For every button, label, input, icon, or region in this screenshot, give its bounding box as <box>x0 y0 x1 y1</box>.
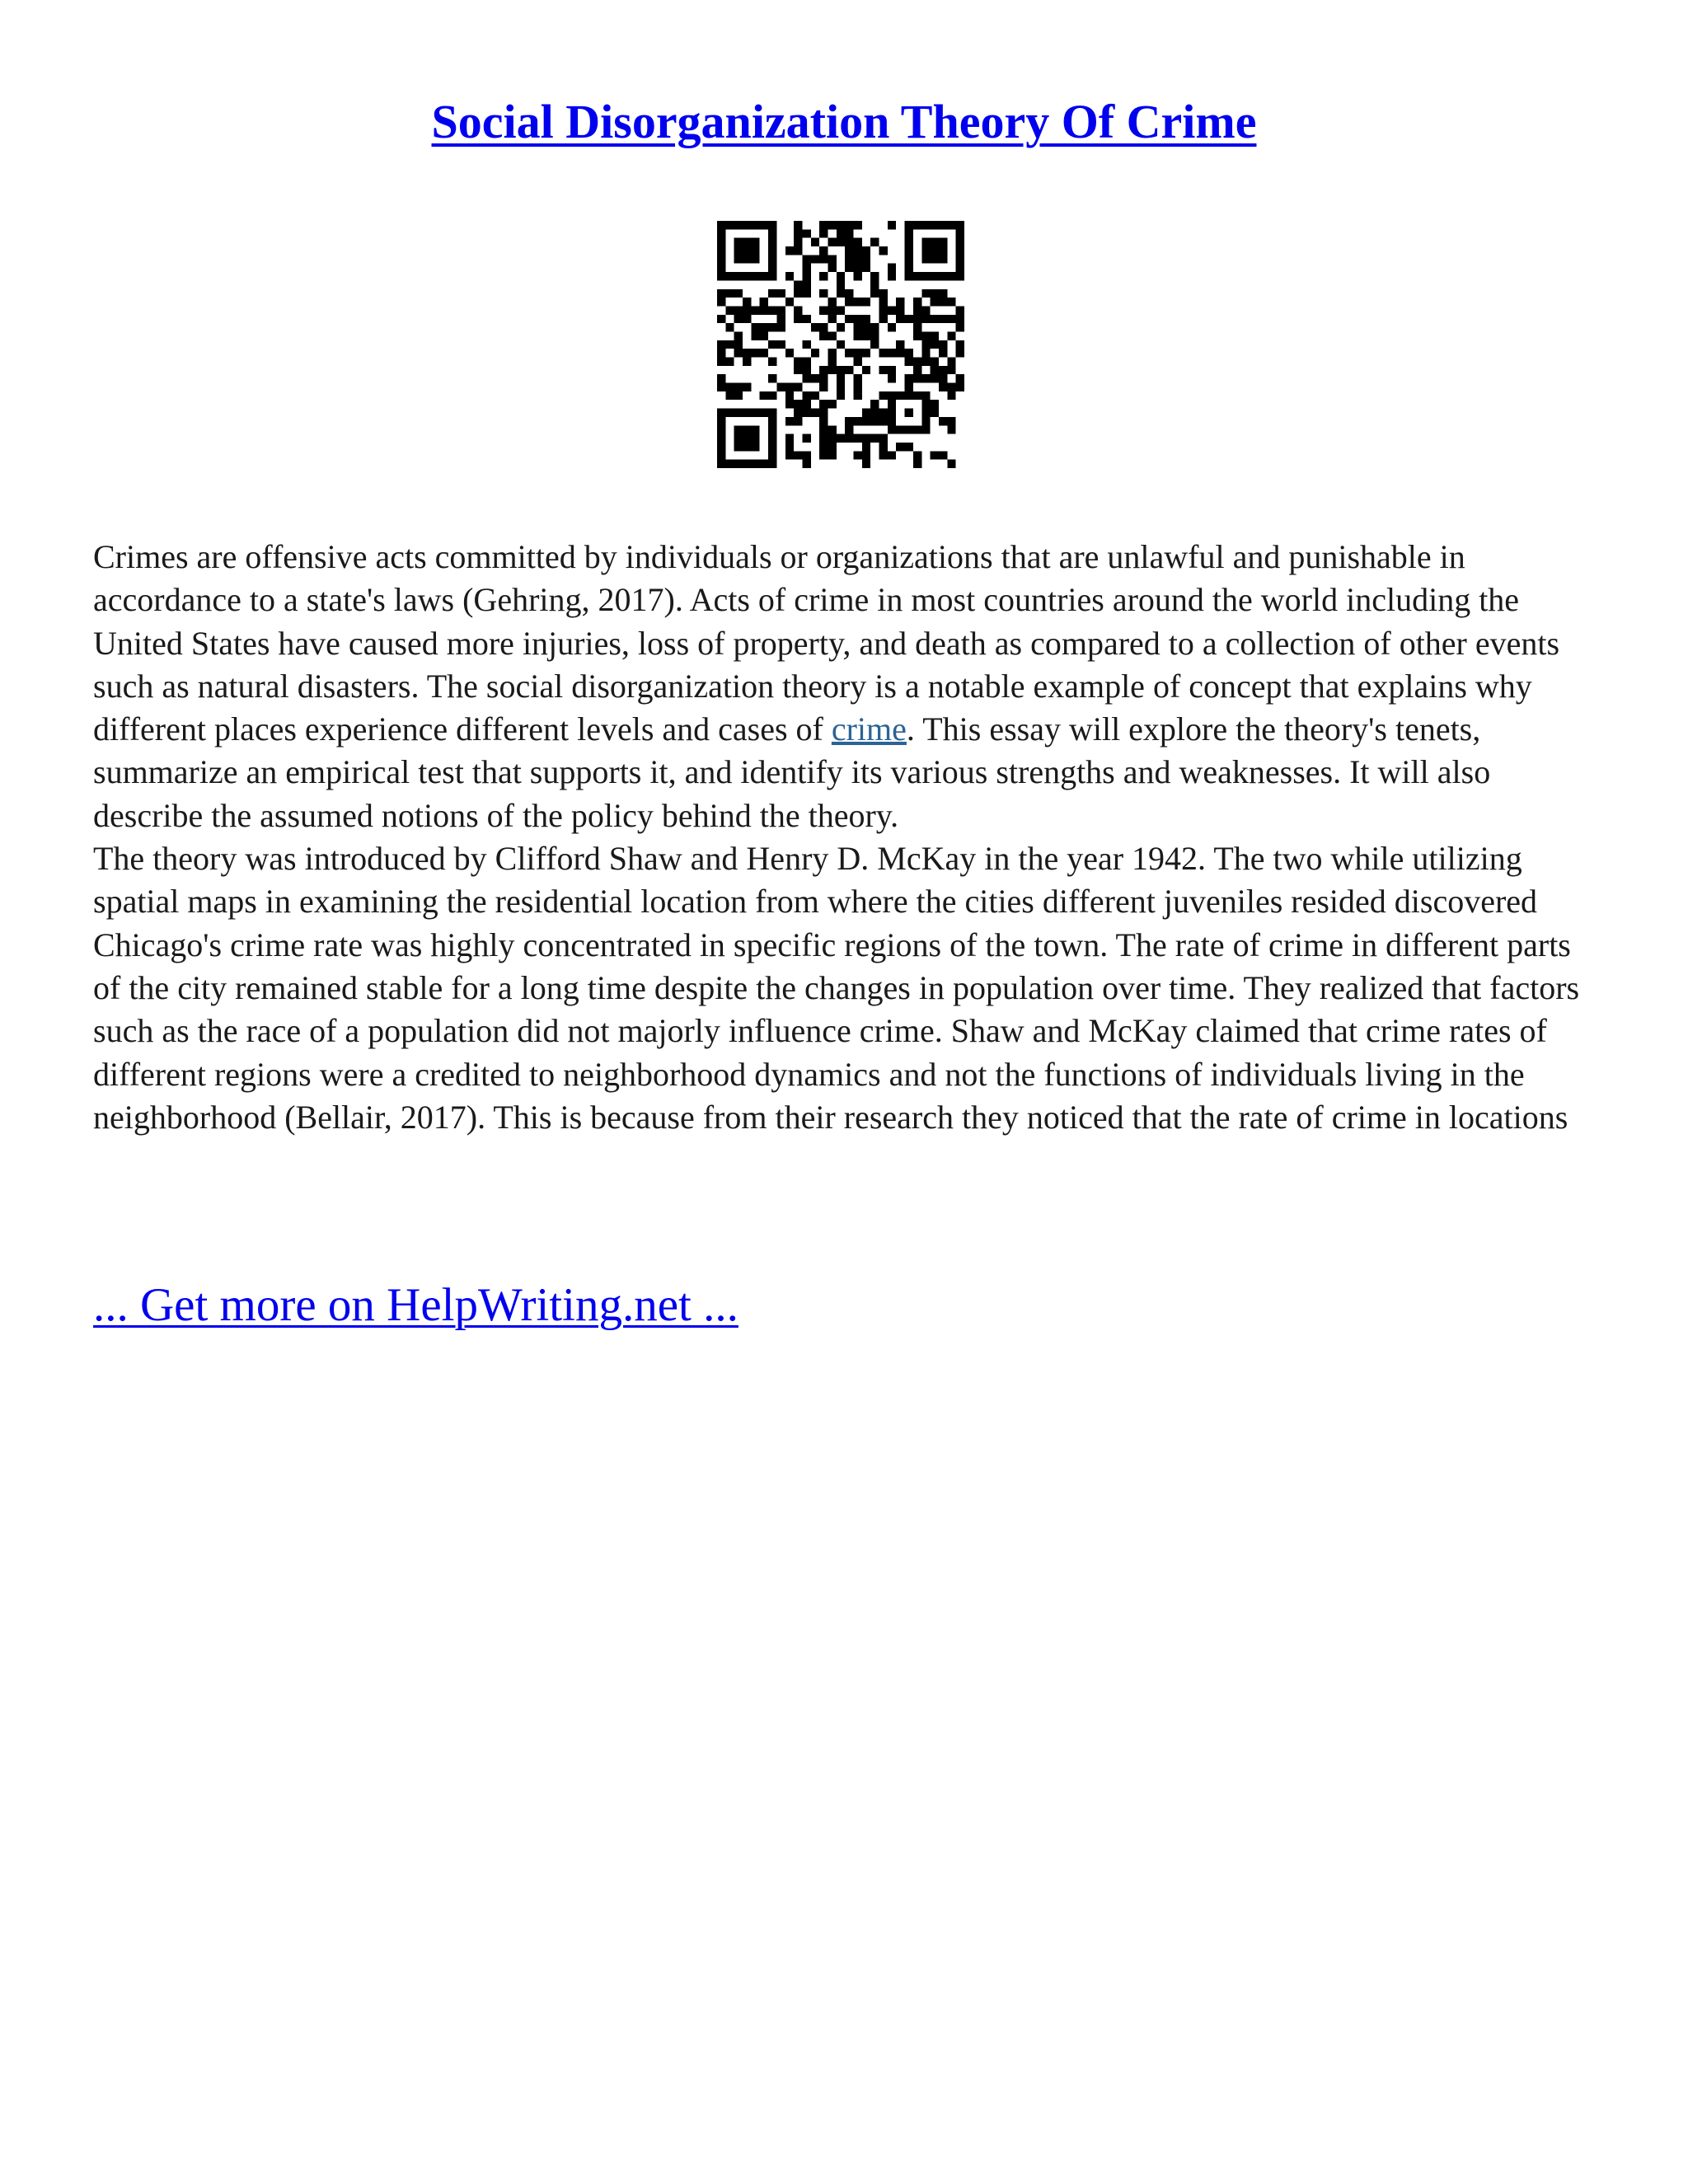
get-more-section <box>93 1276 738 1335</box>
qr-code-icon <box>717 221 964 468</box>
paragraph-intro-text-after: . This essay will explore the theory's tenets, summarize an empirical test that supports it, and identify its various strengths and weaknesses. It will also describe the assumed notions of the policy behind the theory. <box>93 710 1491 834</box>
paragraph-intro-text-before: Crimes are offensive acts committed by individuals or organizations that are unlawful and punishable in accordance to a state's laws (Gehring, 2017). Acts of crime in most countries around the world including the United States have caused more injuries, loss of property, and death as compared to a collection of other events such as natural disasters. The social disorganization theory is a notable example of concept that explains why different places experience different levels and cases of <box>93 538 1560 748</box>
page-title <box>0 89 1688 155</box>
title-link[interactable]: Social Disorganization Theory Of Crime <box>431 95 1257 148</box>
paragraph-history: The theory was introduced by Clifford Shaw and Henry D. McKay in the year 1942. The two while utilizing spatial maps in examining the residential location from where the cities different juveniles resided discovered Chicago's crime rate was highly concentrated in specific regions of the town. The rate of crime in different parts of the city remained stable for a long time despite the changes in population over time. They realized that factors such as the race of a population did not majorly influence crime. Shaw and McKay claimed that crime rates of different regions were a credited to neighborhood dynamics and not the functions of individuals living in the neighborhood (Bellair, 2017). This is because from their research they noticed that the rate of crime in locations <box>93 840 1580 1136</box>
qr-code-graphic <box>717 221 964 468</box>
get-more-link[interactable]: ... Get more on HelpWriting.net ... <box>93 1279 738 1331</box>
article-body <box>93 536 1601 1139</box>
paragraph-intro <box>93 536 1601 837</box>
crime-link[interactable]: crime <box>831 710 907 748</box>
